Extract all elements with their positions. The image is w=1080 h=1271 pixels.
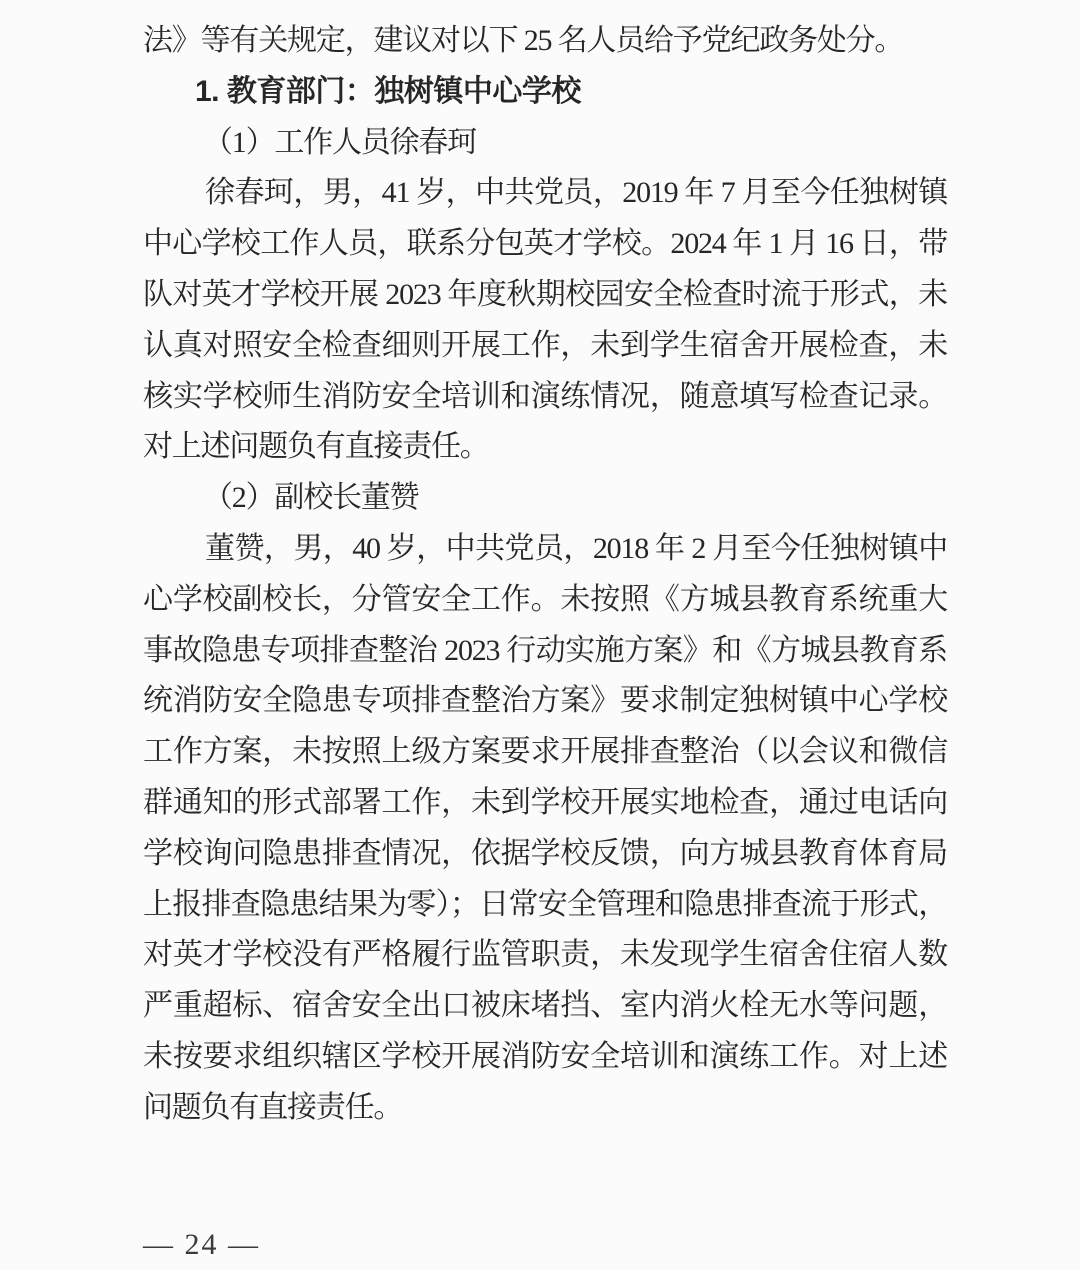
page-number: — 24 —: [143, 1228, 260, 1261]
body-paragraph-person-1: 徐春珂，男，41 岁，中共党员，2019 年 7 月至今任独树镇中心学校工作人员，联系分包英才学校。2024 年 1 月 16 日，带队对英才学校开展 2023 年度秋期校园安全检查时流于形式，未认真对照安全检查细则开展工作，未到学生宿舍开展检查，未核实学校师生消防安全培训和演练情况，随意填写检查记录。对上述问题负有直接责任。: [143, 176, 947, 464]
document-text-block: [143, 16, 947, 1134]
section-heading-education-dept: 1. 教育部门：独树镇中心学校: [195, 74, 581, 108]
subsection-heading-person-2: （2）副校长董赞: [203, 481, 419, 515]
subsection-heading-person-1: （1）工作人员徐春珂: [203, 125, 476, 159]
body-paragraph-person-2: 董赞，男，40 岁，中共党员，2018 年 2 月至今任独树镇中心学校副校长，分管安全工作。未按照《方城县教育系统重大事故隐患专项排查整治 2023 行动实施方案》和《方城县教育系统消防安全隐患专项排查整治方案》要求制定独树镇中心学校工作方案，未按照上级方案要求开展排查整治（以会议和微信群通知的形式部署工作，未到学校开展实地检查，通过电话向学校询问隐患排查情况，依据学校反馈，向方城县教育体育局上报排查隐患结果为零）；日常安全管理和隐患排查流于形式，对英才学校没有严格履行监管职责，未发现学生宿舍住宿人数严重超标、宿舍安全出口被床堵挡、室内消火栓无水等问题，未按要求组织辖区学校开展消防安全培训和演练工作。对上述问题负有直接责任。: [143, 531, 947, 1124]
paragraph-continuation: 法》等有关规定，建议对以下 25 名人员给予党纪政务处分。: [143, 24, 904, 57]
